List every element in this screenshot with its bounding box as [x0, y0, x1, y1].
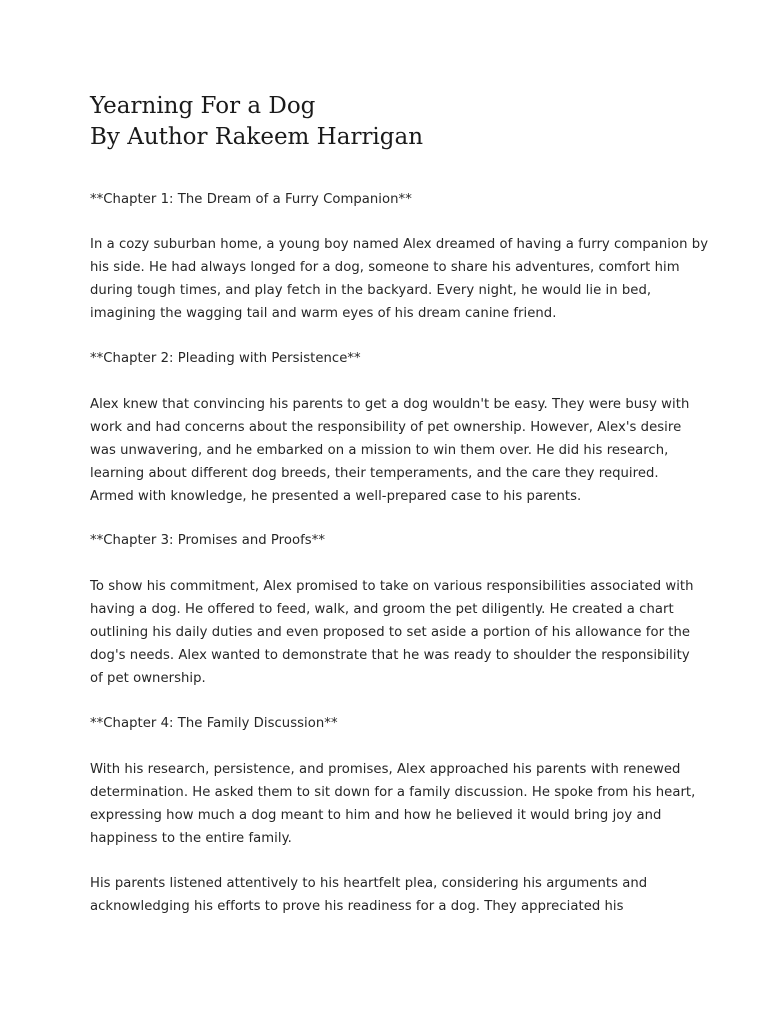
text-line: was unwavering, and he embarked on a mission to win them over. He did his research,	[90, 443, 669, 458]
text-line: His parents listened attentively to his heartfelt plea, considering his arguments and	[90, 876, 648, 891]
text-line: learning about different dog breeds, their temperaments, and the care they required.	[90, 466, 659, 481]
document-title: Yearning For a Dog	[90, 93, 316, 119]
chapter-heading	[90, 529, 685, 552]
paragraph	[90, 872, 685, 918]
paragraph	[90, 758, 696, 850]
text-line: With his research, persistence, and promises, Alex approached his parents with renewed	[90, 762, 681, 777]
text-line: determination. He asked them to sit down for a family discussion. He spoke from his heart,	[90, 785, 696, 800]
paragraph	[90, 393, 690, 508]
title-block	[90, 91, 690, 153]
chapter-2-heading: **Chapter 2: Pleading with Persistence**	[90, 351, 361, 366]
text-line: Alex knew that convincing his parents to get a dog wouldn't be easy. They were busy with	[90, 397, 690, 412]
paragraph	[90, 575, 694, 690]
chapter-1-heading: **Chapter 1: The Dream of a Furry Companion**	[90, 192, 412, 207]
text-line: of pet ownership.	[90, 671, 206, 686]
text-line: To show his commitment, Alex promised to take on various responsibilities associated with	[90, 579, 694, 594]
text-line: In a cozy suburban home, a young boy named Alex dreamed of having a furry companion by	[90, 237, 709, 252]
document-byline: By Author Rakeem Harrigan	[90, 124, 424, 150]
paragraph	[90, 233, 709, 325]
chapter-heading	[90, 188, 685, 211]
text-line: having a dog. He offered to feed, walk, and groom the pet diligently. He created a chart	[90, 602, 674, 617]
text-line: during tough times, and play fetch in the backyard. Every night, he would lie in bed,	[90, 283, 652, 298]
chapter-4-heading: **Chapter 4: The Family Discussion**	[90, 716, 338, 731]
chapter-heading	[90, 712, 685, 735]
text-line: expressing how much a dog meant to him and how he believed it would bring joy and	[90, 808, 662, 823]
text-line: happiness to the entire family.	[90, 831, 292, 846]
chapter-heading	[90, 347, 685, 370]
text-line: imagining the wagging tail and warm eyes of his dream canine friend.	[90, 306, 557, 321]
text-line: outlining his daily duties and even proposed to set aside a portion of his allowance for the	[90, 625, 691, 640]
text-line: his side. He had always longed for a dog, someone to share his adventures, comfort him	[90, 260, 680, 275]
text-line: dog's needs. Alex wanted to demonstrate that he was ready to shoulder the responsibility	[90, 648, 690, 663]
text-line: work and had concerns about the responsibility of pet ownership. However, Alex's desire	[90, 420, 682, 435]
chapter-3-heading: **Chapter 3: Promises and Proofs**	[90, 533, 325, 548]
text-line: acknowledging his efforts to prove his readiness for a dog. They appreciated his	[90, 899, 624, 914]
text-line: Armed with knowledge, he presented a well-prepared case to his parents.	[90, 489, 582, 504]
